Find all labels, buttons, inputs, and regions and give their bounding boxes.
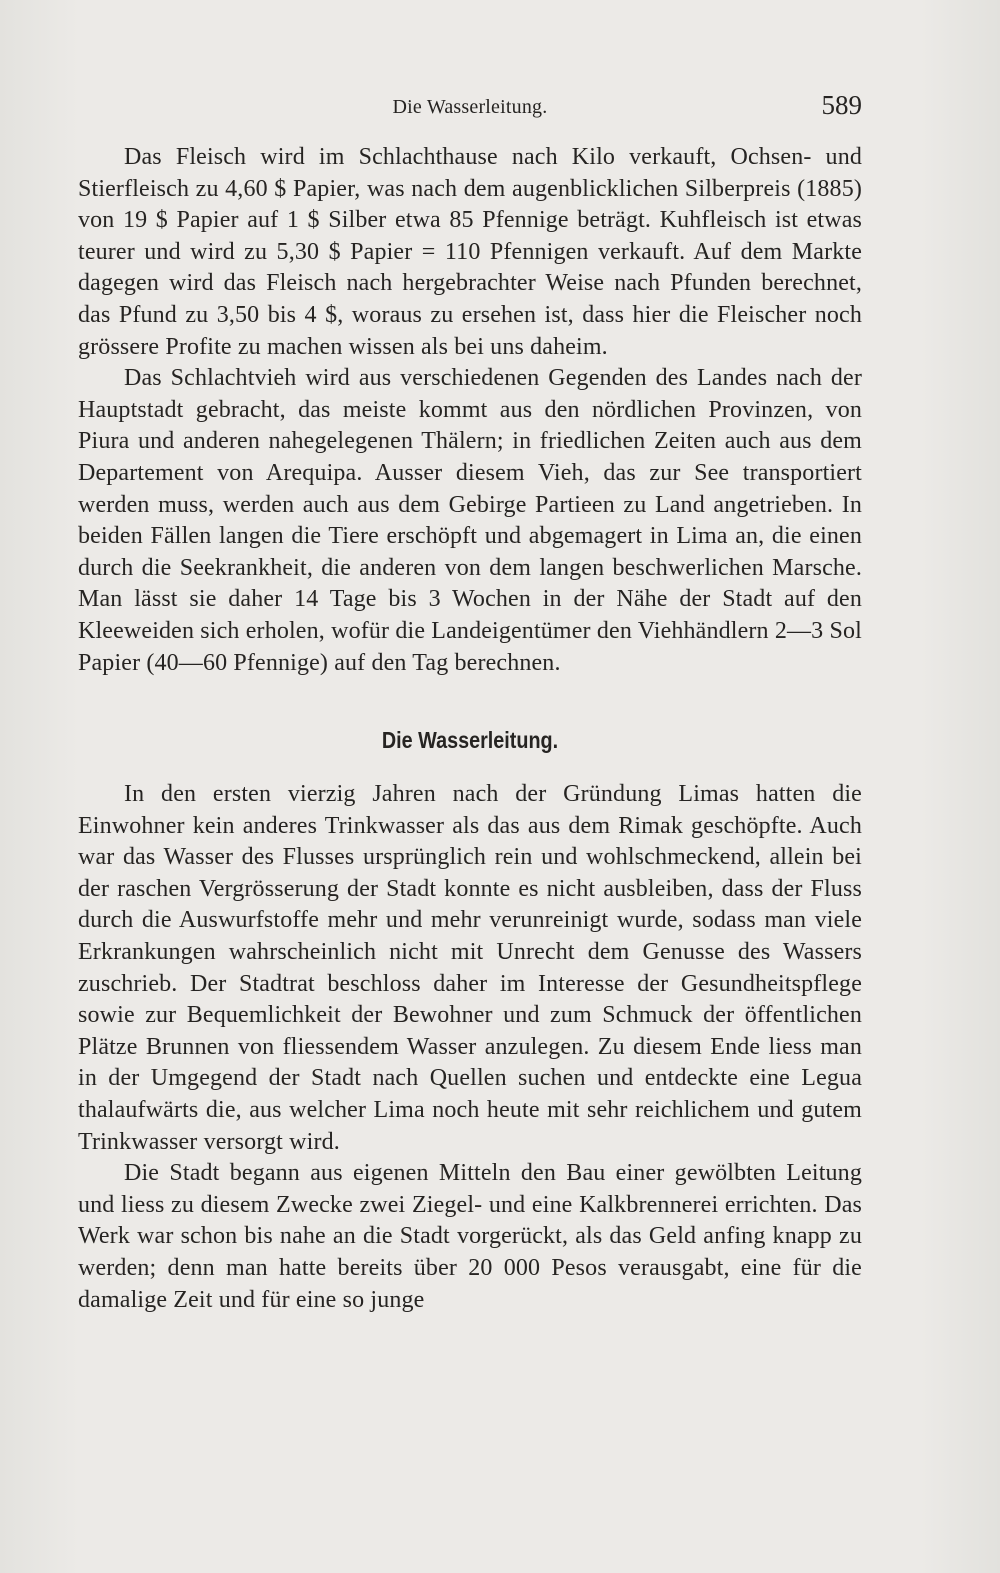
paragraph-meat-prices: Das Fleisch wird im Schlachthause nach Kilo verkauft, Ochsen- und Stierfleisch zu 4,60 $ Papier, was nach dem augenblicklichen Silberpreis (1885) von 19 $ Papier auf 1 $ Silber etwa 85 Pfennige beträgt. Kuhfleisch ist etwas teurer und wird zu 5,30 $ Papier = 110 Pfennigen verkauft. Auf dem Markte dagegen wird das Fleisch nach hergebrachter Weise nach Pfunden berechnet, das Pfund zu 3,50 bis 4 $, woraus zu ersehen ist, dass hier die Fleischer noch grössere Profite zu machen wissen als bei uns daheim. — [78, 144, 862, 360]
body-text — [78, 142, 862, 1316]
running-head — [78, 90, 862, 130]
paragraph-drinking-water: In den ersten vierzig Jahren nach der Gründung Limas hatten die Einwohner kein anderes Trinkwasser als das aus dem Rimak geschöpfte. Auch war das Wasser des Flusses ursprünglich rein und wohlschmeckend, allein bei der raschen Vergrösserung der Stadt konnte es nicht ausbleiben, dass der Fluss durch die Auswurfstoffe mehr und mehr verunreinigt wurde, sodass man viele Erkrankungen wahrscheinlich nicht mit Unrecht dem Genusse des Wassers zuschrieb. Der Stadtrat beschloss daher im Interesse der Gesundheitspflege sowie zur Bequemlichkeit der Bewohner und zum Schmuck der öffentlichen Plätze Brunnen von fliessendem Wasser anzulegen. Zu diesem Ende liess man in der Umgegend der Stadt nach Quellen suchen und entdeckte eine Legua thalaufwärts die, aus welcher Lima noch heute mit sehr reichlichem und gutem Trinkwasser versorgt wird. — [78, 781, 862, 1155]
running-title: Die Wasserleitung. — [392, 96, 548, 118]
page-number: 589 — [821, 90, 862, 120]
paragraph-aqueduct-construction: Die Stadt begann aus eigenen Mitteln den Bau einer gewölbten Leitung und liess zu diesem Zwecke zwei Ziegel- und eine Kalkbrennerei errichten. Das Werk war schon bis nahe an die Stadt vorgerückt, als das Geld anfing knapp zu werden; denn man hatte bereits über 20 000 Pesos verausgabt, eine für die damalige Zeit und für eine so junge — [78, 1160, 862, 1313]
section-heading: Die Wasserleitung. — [381, 727, 559, 754]
paragraph-livestock: Das Schlachtvieh wird aus verschiedenen Gegenden des Landes nach der Hauptstadt gebracht, das meiste kommt aus den nördlichen Provinzen, von Piura und anderen nahegelegenen Thälern; in friedlichen Zeiten auch aus dem Departement von Arequipa. Ausser diesem Vieh, das zur See transportiert werden muss, werden auch aus dem Gebirge Partieen zu Land angetrieben. In beiden Fällen langen die Tiere erschöpft und abgemagert in Lima an, die einen durch die Seekrankheit, die anderen von dem langen beschwerlichen Marsche. Man lässt sie daher 14 Tage bis 3 Wochen in der Nähe der Stadt auf den Kleeweiden sich erholen, wofür die Landeigentümer den Viehhändlern 2—3 Sol Papier (40—60 Pfennige) auf den Tag berechnen. — [78, 365, 862, 676]
